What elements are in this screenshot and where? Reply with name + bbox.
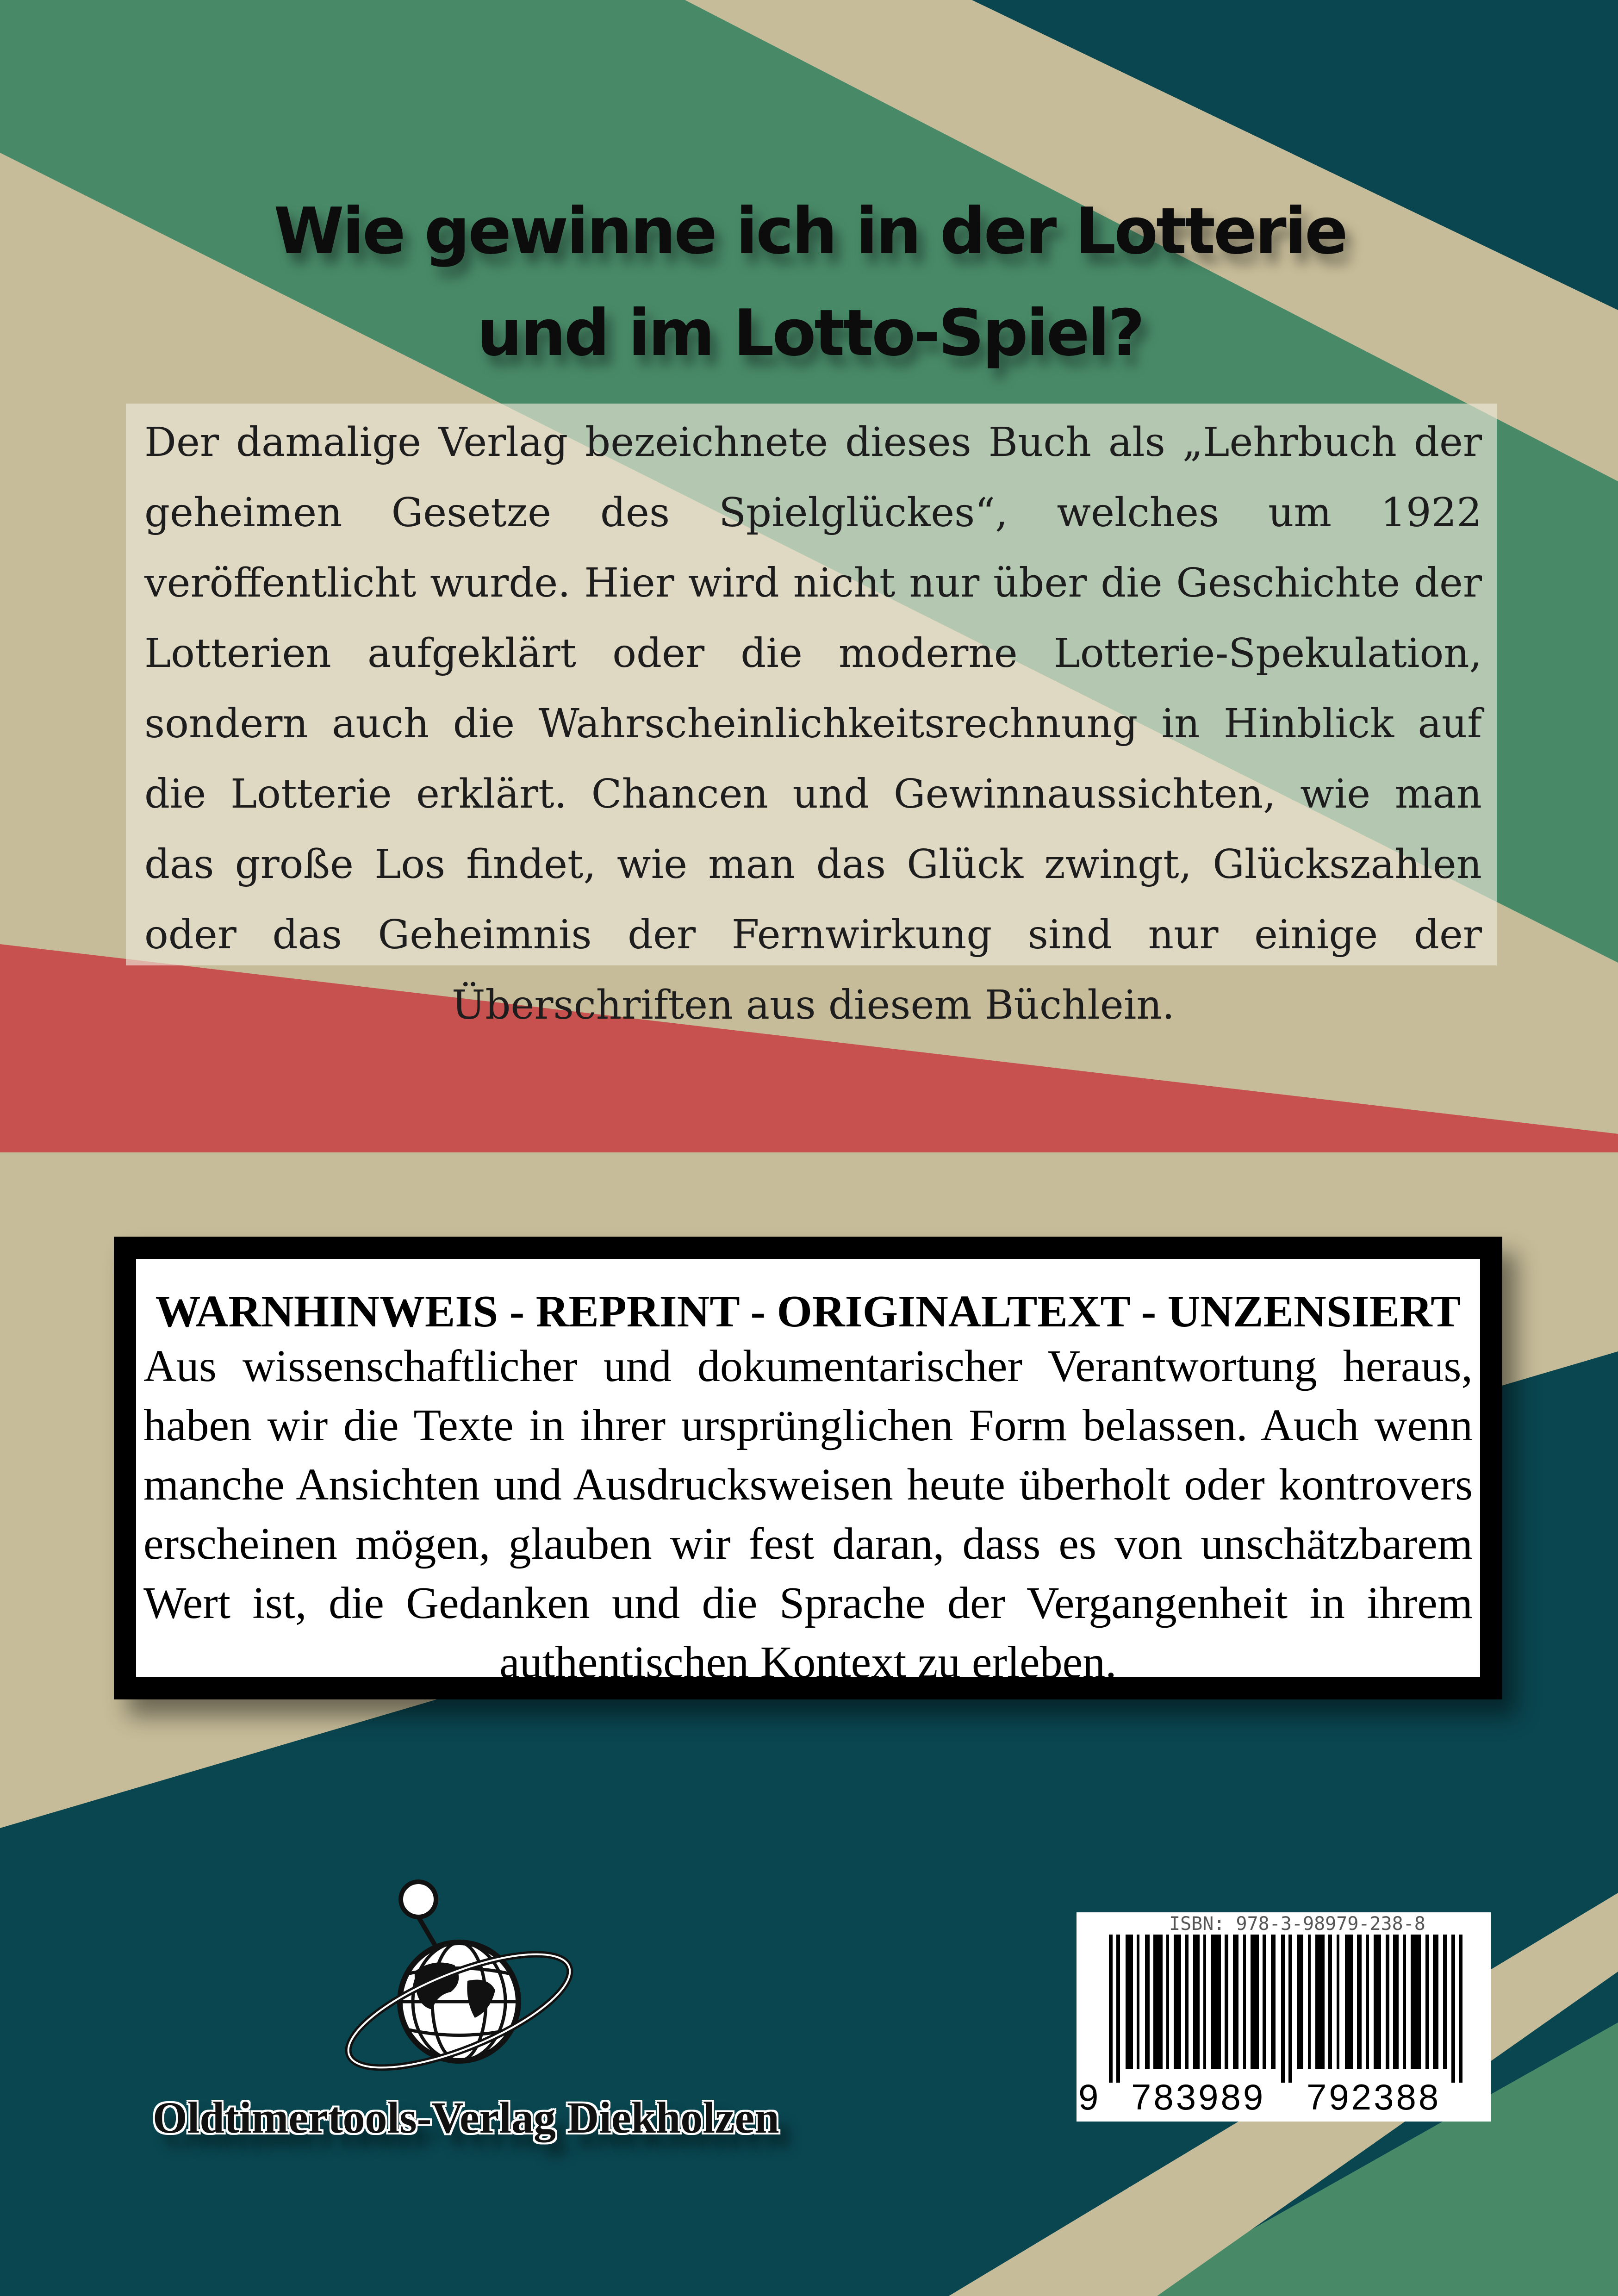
isbn-barcode bbox=[1077, 1912, 1491, 2122]
warning-text: Aus wissenschaftlicher und dokumentarischer Verantwortung heraus, haben wir die Texte in ihrer ursprünglichen Form belassen. Auch wenn manche Ansichten und Ausdrucksweisen heute überholt oder kontrovers erscheinen mögen, glauben wir fest daran, dass es von unschätzbarem Wert ist, die Gedanken und die Sprache der Vergangenheit in ihrem authentischen Kontext zu erleben. bbox=[143, 1341, 1473, 1687]
warning-box bbox=[114, 1237, 1502, 1699]
barcode-bars bbox=[1109, 1935, 1470, 2083]
globe-with-ring-and-propeller-logo bbox=[324, 1879, 583, 2101]
book-title-line-2: und im Lotto-Spiel? bbox=[477, 296, 1143, 370]
book-title-line-1: Wie gewinne ich in der Lotterie bbox=[274, 194, 1346, 268]
ean-digits-right: 792388 bbox=[1307, 2077, 1441, 2117]
book-title bbox=[139, 180, 1481, 384]
publisher-name: Oldtimertools-Verlag Diekholzen bbox=[153, 2093, 779, 2142]
warning-box-inner bbox=[136, 1259, 1480, 1687]
description-text: Der damalige Verlag bezeichnete dieses Buch als „Lehrbuch der geheimen Gesetze des Spielglückes“, welches um 1922 veröffentlicht wurde. Hier wird nicht nur über die Geschichte der Lotterien aufgeklärt oder die moderne Lotterie-Spekulation, sondern auch die Wahrscheinlichkeitsrechnung in Hinblick auf die Lotterie erklärt. Chancen und Gewinnaussichten, wie man das große Los findet, wie man das Glück zwingt, Glückszahlen oder das Geheimnis der Fernwirkung sind nur einige der Überschriften aus diesem Büchlein. bbox=[144, 419, 1482, 1028]
ean-digit-first: 9 bbox=[1078, 2077, 1099, 2117]
isbn-label: ISBN: 978-3-98979-238-8 bbox=[1169, 1913, 1425, 1935]
warning-title: WARNHINWEIS - REPRINT - ORIGINALTEXT - UNZENSIERT bbox=[155, 1287, 1461, 1337]
ean-digits-left: 783989 bbox=[1131, 2077, 1266, 2117]
